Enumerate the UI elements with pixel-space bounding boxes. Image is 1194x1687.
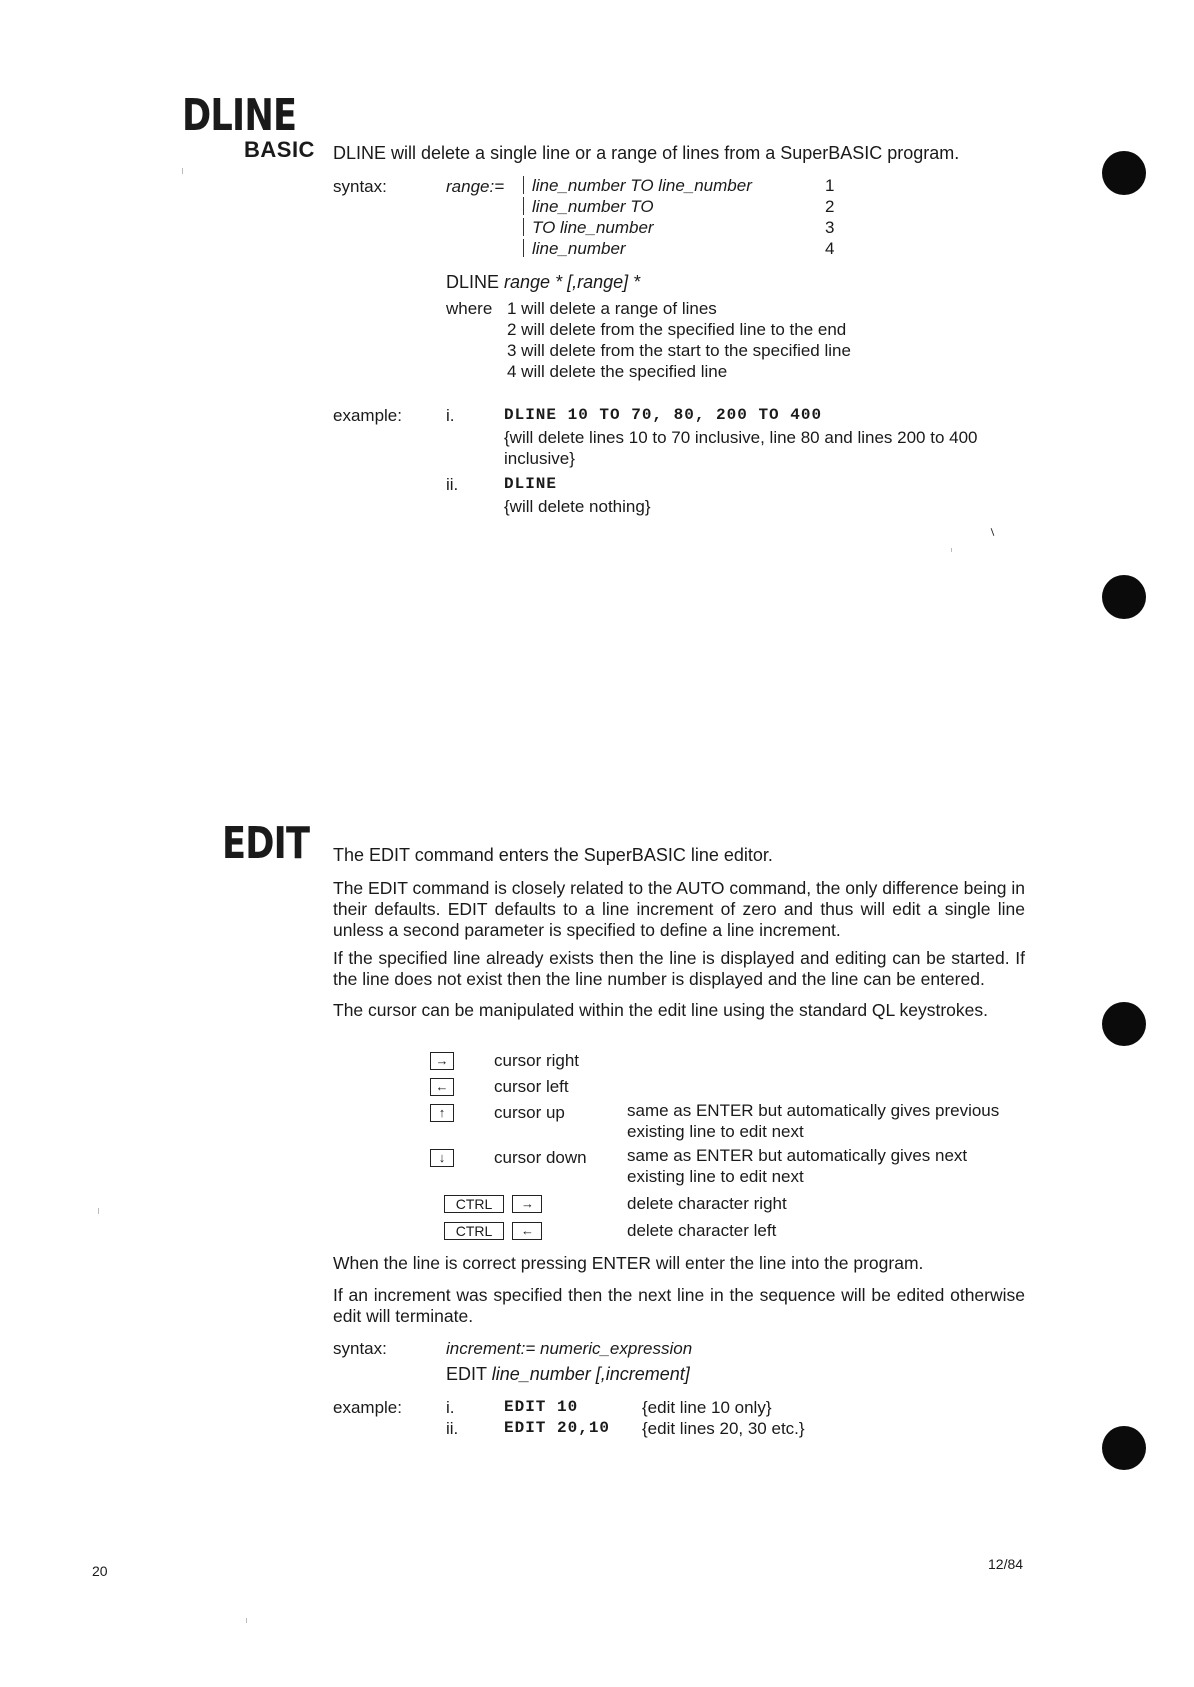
dline-title: DLINE <box>182 90 297 141</box>
scan-speck <box>991 528 995 536</box>
dline-option-num-3: 3 <box>825 218 835 237</box>
dline-example-1-desc: {will delete lines 10 to 70 inclusive, line 80 and lines 200 to 400 <box>504 428 978 447</box>
key-cursor-right <box>430 1052 454 1070</box>
edit-example-1-num: i. <box>446 1398 455 1417</box>
edit-syntax-label: syntax: <box>333 1339 387 1358</box>
page-date: 12/84 <box>988 1556 1024 1572</box>
scan-speck <box>246 1618 247 1623</box>
dline-example-2-desc: {will delete nothing} <box>504 497 651 516</box>
right-arrow-key-icon: → <box>512 1195 542 1213</box>
dline-option-num-4: 4 <box>825 239 835 258</box>
left-arrow-key-icon: ← <box>512 1222 542 1240</box>
key-ctrl-left-desc: delete character left <box>627 1221 777 1240</box>
key-cursor-left-label: cursor left <box>494 1077 569 1096</box>
edit-title: EDIT <box>222 818 310 869</box>
dline-option-4: line_number <box>523 238 626 259</box>
dline-range-label: range:= <box>446 177 505 196</box>
key-cursor-up <box>430 1104 454 1122</box>
dline-where-1: 1 will delete a range of lines <box>507 299 717 318</box>
edit-example-1-desc: {edit line 10 only} <box>642 1398 772 1417</box>
key-cursor-up-label: cursor up <box>494 1103 565 1122</box>
scan-speck <box>951 548 952 552</box>
edit-para-1: The EDIT command is closely related to the AUTO command, the only difference being in their defaults. EDIT defaults to a line increment of zero and thus will edit a single line unless a second parameter is specified to define a line increment. <box>333 878 1025 940</box>
scan-speck <box>98 1208 99 1214</box>
up-arrow-key-icon: ↑ <box>430 1104 454 1122</box>
edit-para-5: If an increment was specified then the next line in the sequence will be edited otherwise edit will terminate. <box>333 1285 1025 1326</box>
binder-hole-icon <box>1102 1002 1146 1046</box>
edit-para-4: When the line is correct pressing ENTER will enter the line into the program. <box>333 1253 924 1273</box>
dline-option-1: line_number TO line_number <box>523 175 752 196</box>
right-arrow-key-icon: → <box>430 1052 454 1070</box>
edit-example-2-num: ii. <box>446 1419 459 1438</box>
key-cursor-down-label: cursor down <box>494 1148 587 1167</box>
key-cursor-down-desc-cont: existing line to edit next <box>627 1167 804 1186</box>
dline-intro: DLINE will delete a single line or a range of lines from a SuperBASIC program. <box>333 143 960 163</box>
dline-example-label: example: <box>333 406 402 425</box>
edit-syntax-cmd: EDIT line_number [,increment] <box>446 1364 690 1384</box>
key-ctrl-right <box>444 1195 542 1213</box>
dline-where-3: 3 will delete from the start to the specified line <box>507 341 851 360</box>
key-cursor-up-desc: same as ENTER but automatically gives previous <box>627 1101 1000 1120</box>
key-cursor-left <box>430 1078 454 1096</box>
dline-example-1-num: i. <box>446 406 455 425</box>
left-arrow-key-icon: ← <box>430 1078 454 1096</box>
dline-example-2-num: ii. <box>446 475 459 494</box>
binder-hole-icon <box>1102 575 1146 619</box>
edit-example-1-code: EDIT 10 <box>504 1398 579 1416</box>
binder-hole-icon <box>1102 1426 1146 1470</box>
dline-example-1-desc-cont: inclusive} <box>504 449 575 468</box>
down-arrow-key-icon: ↓ <box>430 1149 454 1167</box>
key-ctrl-left <box>444 1222 542 1240</box>
key-cursor-up-desc-cont: existing line to edit next <box>627 1122 804 1141</box>
page-number: 20 <box>92 1563 108 1579</box>
edit-intro: The EDIT command enters the SuperBASIC line editor. <box>333 845 773 865</box>
edit-syntax-line-1: increment:= numeric_expression <box>446 1339 693 1358</box>
key-cursor-right-label: cursor right <box>494 1051 580 1070</box>
key-ctrl-right-desc: delete character right <box>627 1194 787 1213</box>
binder-hole-icon <box>1102 151 1146 195</box>
dline-where-2: 2 will delete from the specified line to the end <box>507 320 847 339</box>
dline-example-1-code: DLINE 10 TO 70, 80, 200 TO 400 <box>504 406 823 424</box>
edit-para-2: If the specified line already exists then the line is displayed and editing can be started. If the line does not exist then the line number is displayed and the line can be entered. <box>333 948 1025 989</box>
dline-option-num-1: 1 <box>825 176 835 195</box>
dline-where-label: where <box>446 299 493 318</box>
ctrl-key-icon: CTRL <box>444 1195 504 1213</box>
dline-option-num-2: 2 <box>825 197 835 216</box>
dline-command: DLINE range * [,range] * <box>446 272 641 292</box>
edit-example-label: example: <box>333 1398 402 1417</box>
ctrl-key-icon: CTRL <box>444 1222 504 1240</box>
dline-where-4: 4 will delete the specified line <box>507 362 728 381</box>
dline-option-2: line_number TO <box>523 196 654 217</box>
dline-option-3: TO line_number <box>523 217 654 238</box>
key-cursor-down-desc: same as ENTER but automatically gives next <box>627 1146 968 1165</box>
edit-para-3: The cursor can be manipulated within the edit line using the standard QL keystrokes. <box>333 1000 988 1020</box>
dline-syntax-label: syntax: <box>333 177 387 196</box>
edit-example-2-code: EDIT 20,10 <box>504 1419 611 1437</box>
edit-example-2-desc: {edit lines 20, 30 etc.} <box>642 1419 805 1438</box>
scan-speck <box>182 168 183 174</box>
dline-subtitle: BASIC <box>244 137 315 162</box>
key-cursor-down <box>430 1149 454 1167</box>
dline-example-2-code: DLINE <box>504 475 558 493</box>
